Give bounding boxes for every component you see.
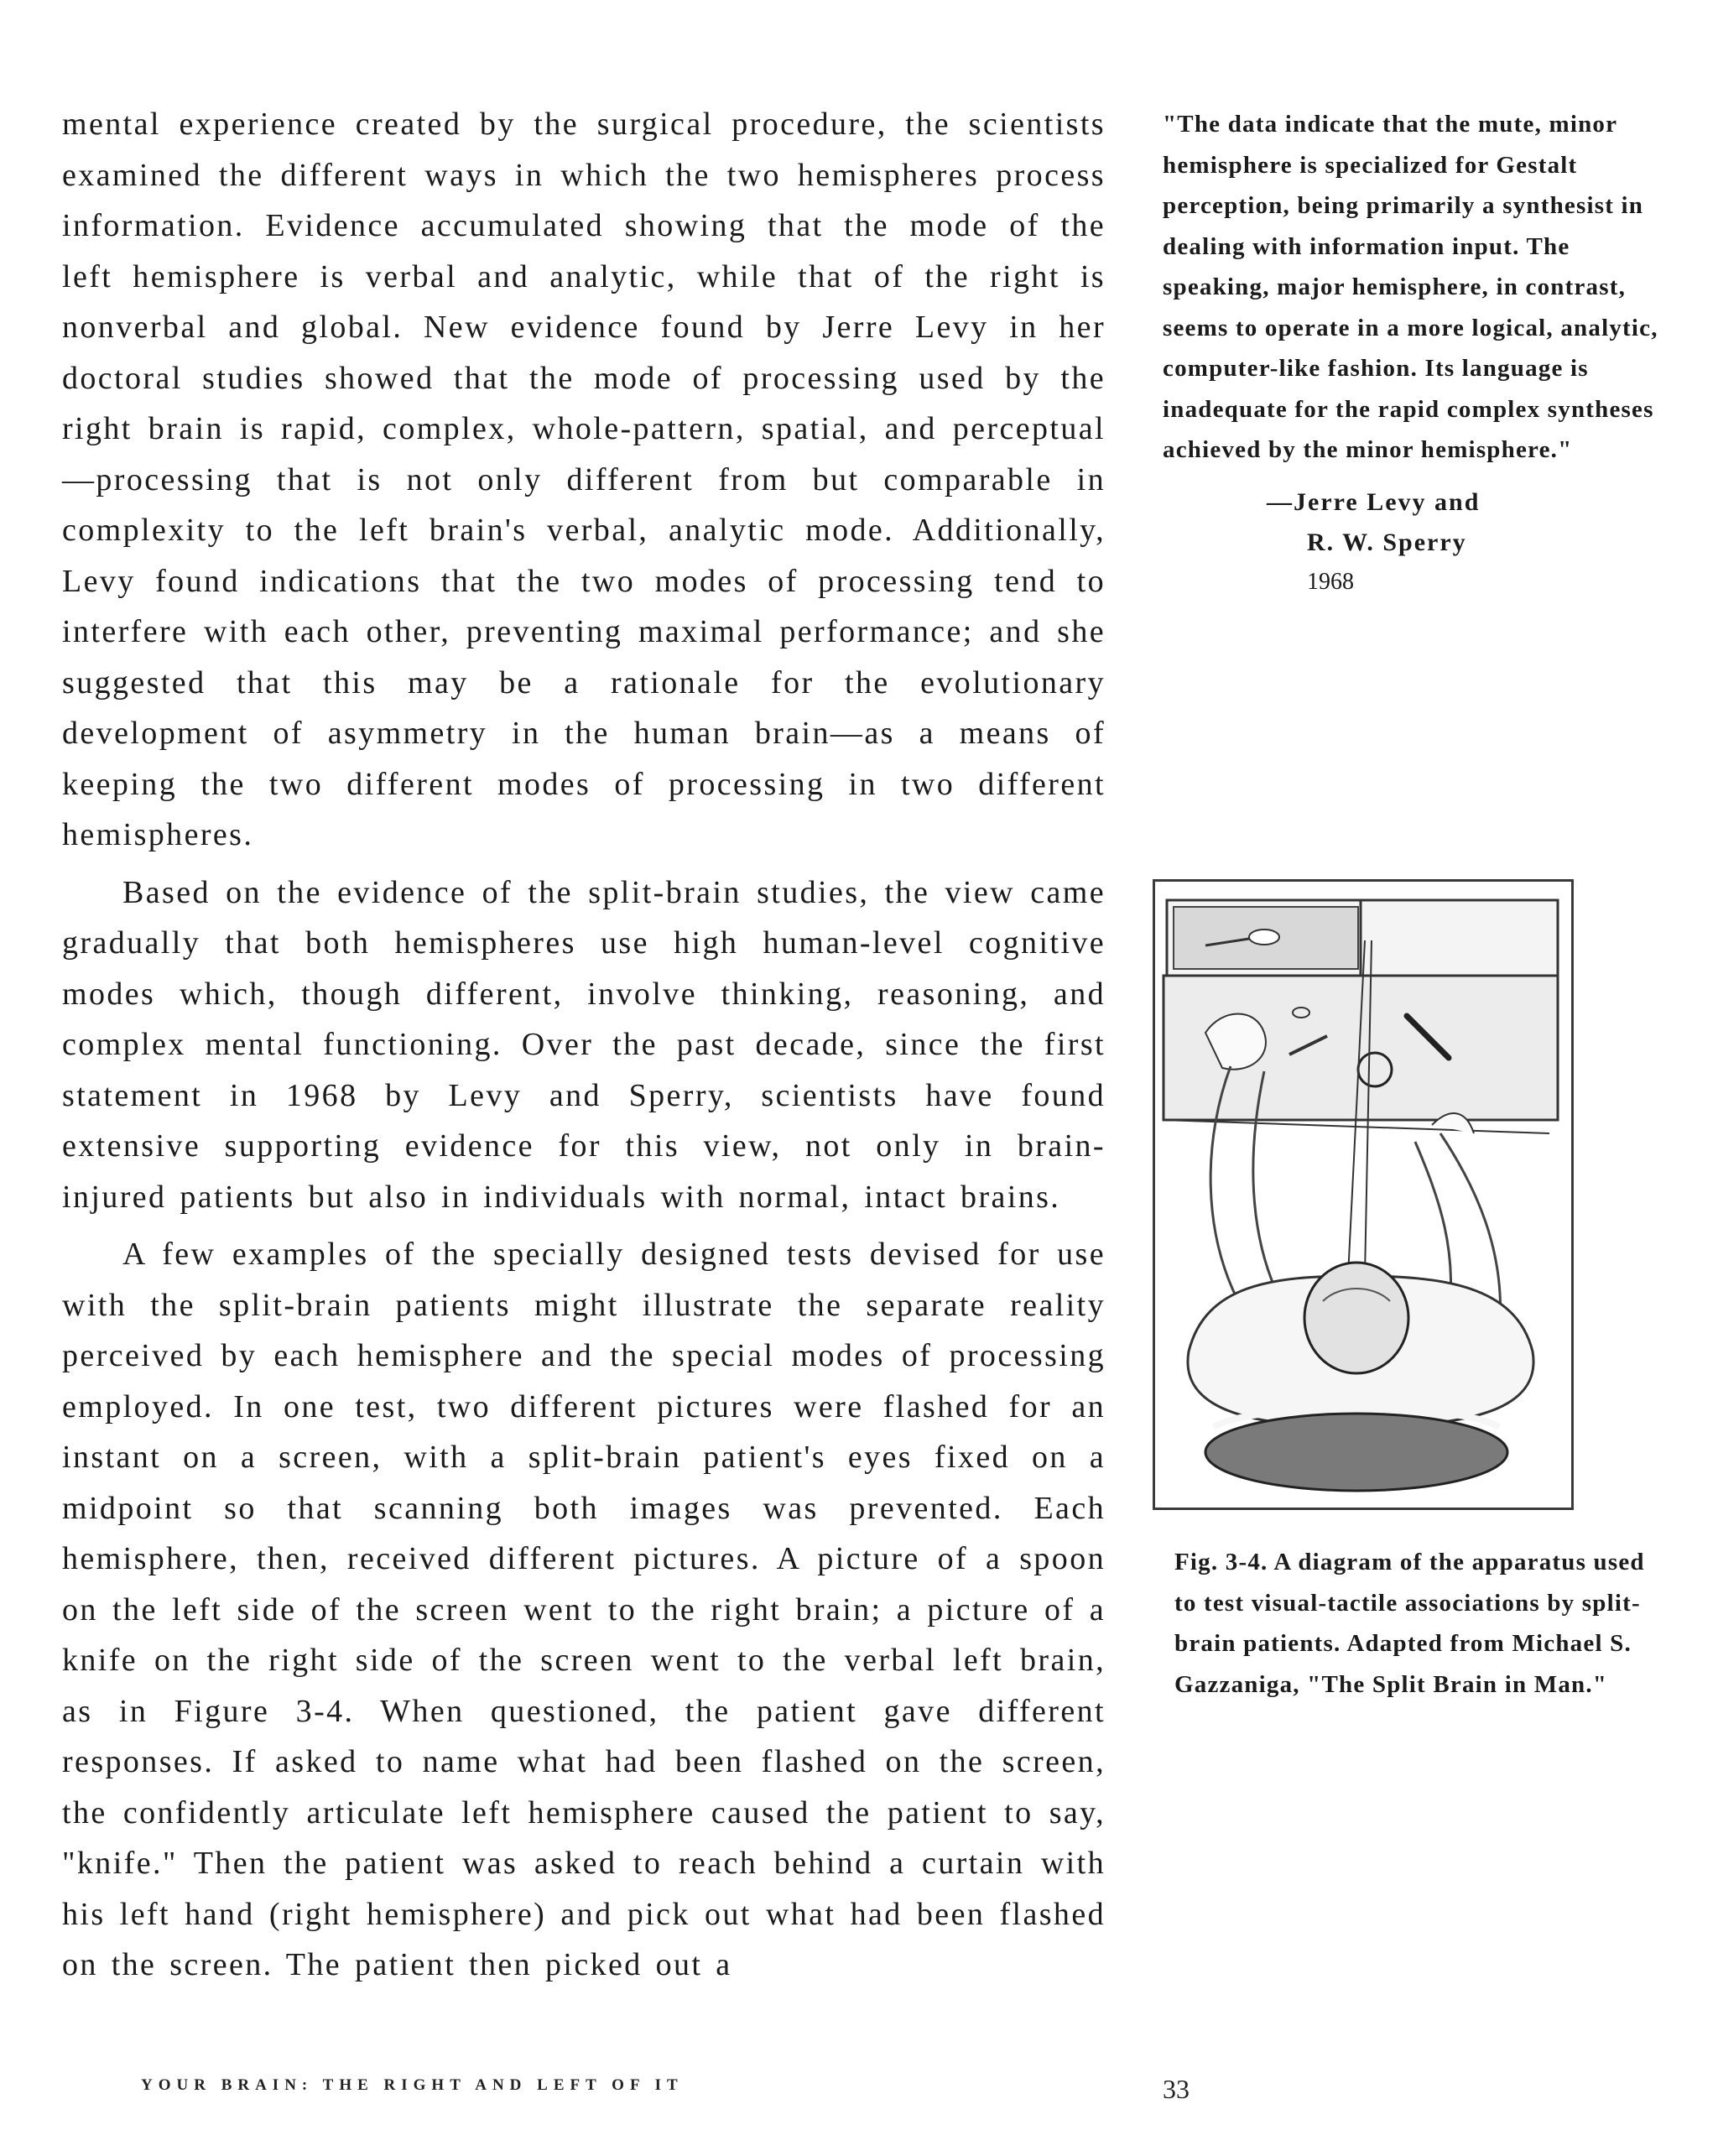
quote-attribution: —Jerre Levy and [1267,487,1481,516]
quote-attribution-second: R. W. Sperry [1307,528,1467,556]
running-footer-title: YOUR BRAIN: THE RIGHT AND LEFT OF IT [141,2076,684,2094]
figure-caption: Fig. 3-4. A diagram of the apparatus used to test visual-tactile associations by split-brain patients. Adapted from Michael S. Gazzaniga, "The Split Brain in Man." [1174,1549,1645,1698]
paragraph-2: Based on the evidence of the split-brain studies, the view came gradually that both hemispheres use high human-level cognitive modes which, though different, involve thinking, reasoning, and complex mental functioning. Over the past decade, since the first statement in 1968 by Levy and Sperry, scientists have found extensive supporting evidence for this view, not only in brain-injured patients but also in individuals with normal, intact brains. [62,874,1106,1215]
paragraph-1: mental experience created by the surgical procedure, the scientists examined the different ways in which the two hemispheres process information. Evidence accumulated showing that the mode of the left hemisphere is verbal and analytic, while that of the right is nonverbal and global. New evidence found by Jerre Levy in her doctoral studies showed that the mode of processing used by the right brain is rapid, complex, whole-pattern, spatial, and perceptual—processing that is not only different from but comparable in complexity to the left brain's verbal, analytic mode. Additionally, Levy found indications that the two modes of processing tend to interfere with each other, preventing maximal performance; and she suggested that this may be a rationale for the evolutionary development of asymmetry in the human brain—as a means of keeping the two different modes of processing in two different hemispheres. [62,107,1106,852]
quote-year: 1968 [1307,568,1354,595]
main-text-column [62,99,1106,1991]
sidebar-quote [1163,104,1666,601]
spoon-image [1249,930,1279,945]
page-number: 33 [1163,2074,1190,2104]
paragraph-3: A few examples of the specially designed tests devised for use with the split-brain patients might illustrate the separate reality perceived by each hemisphere and the special modes of processing employed. In one test, two different pictures were flashed for an instant on a screen, with a split-brain patient's eyes fixed on a midpoint so that scanning both images was prevented. Each hemisphere, then, received different pictures. A picture of a spoon on the left side of the screen went to the right brain; a picture of a knife on the right side of the screen went to the verbal left brain, as in Figure 3-4. When questioned, the patient gave different responses. If asked to name what had been flashed on the screen, the confidently articulate left hemisphere caused the patient to say, "knife." Then the patient was asked to reach behind a curtain with his left hand (right hemisphere) and pick out what had been flashed on the screen. The patient then picked out a [62,1237,1106,1982]
chair-seat [1205,1414,1507,1491]
patient-head [1304,1263,1408,1373]
figure-3-4-illustration [1153,879,1574,1510]
apparatus-drawing [1155,882,1571,1508]
quote-text: "The data indicate that the mute, minor hemisphere is specialized for Gestalt perception, being primarily a synthesist in dealing with information input. The speaking, major hemisphere, in contrast, seems to operate in a more logical, analytic, computer-like fashion. Its language is inadequate for the rapid complex syntheses achieved by the minor hemisphere." [1163,111,1658,463]
